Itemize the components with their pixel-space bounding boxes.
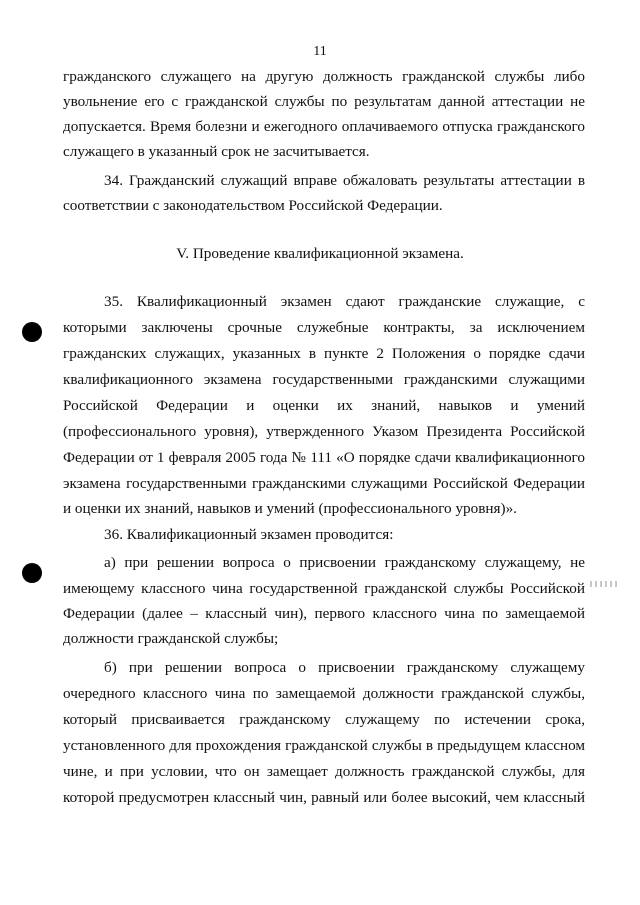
paragraph-34-line: 34. Гражданский служащий вправе обжаловать результаты аттестации в (104, 172, 585, 189)
text-line: который присваивается гражданскому служащему по истечении срока, (63, 711, 585, 728)
text-line: чине, и при условии, что он замещает должность гражданской службы, для (63, 763, 585, 780)
text-line: служащего в указанный срок не засчитывается. (63, 143, 370, 160)
text-line: гражданских служащих, указанных в пункте 2 Положения о порядке сдачи (63, 345, 585, 362)
scan-artifact (590, 581, 618, 587)
paragraph-35-line: 35. Квалификационный экзамен сдают гражданские служащие, с (104, 293, 585, 310)
text-line: имеющему классного чина государственной гражданской службы Российской (63, 580, 585, 597)
text-line: соответствии с законодательством Российской Федерации. (63, 197, 443, 214)
item-a-line: а) при решении вопроса о присвоении гражданскому служащему, не (104, 554, 585, 571)
paragraph-36-line: 36. Квалификационный экзамен проводится: (104, 526, 394, 543)
text-line: увольнение его с гражданской службы по результатам данной аттестации не (63, 93, 585, 110)
text-line: (профессионального уровня), утвержденного Указом Президента Российской (63, 423, 585, 440)
text-line: Федерации (далее – классный чин), первого классного чина по замещаемой (63, 605, 585, 622)
text-line: которой предусмотрен классный чин, равный или более высокий, чем классный (63, 789, 585, 806)
section-heading: V. Проведение квалификационной экзамена. (176, 245, 464, 262)
text-line: квалификационного экзамена государственными гражданскими служащими (63, 371, 585, 388)
text-line: которыми заключены срочные служебные контракты, за исключением (63, 319, 585, 336)
text-line: и оценки их знаний, навыков и умений (профессионального уровня)». (63, 500, 517, 517)
item-b-line: б) при решении вопроса о присвоении гражданскому служащему (104, 659, 585, 676)
text-line: Российской Федерации и оценки их знаний, навыков и умений (63, 397, 585, 414)
text-line: гражданского служащего на другую должность гражданской службы либо (63, 68, 585, 85)
text-line: установленного для прохождения гражданской службы в предыдущем классном (63, 737, 585, 754)
page-number: 11 (313, 44, 327, 59)
text-line: Федерации от 1 февраля 2005 года № 111 «О порядке сдачи квалификационного (63, 449, 585, 466)
text-line: очередного классного чина по замещаемой должности гражданской службы, (63, 685, 585, 702)
binder-hole-top (22, 322, 42, 342)
text-line: должности гражданской службы; (63, 630, 279, 647)
text-line: экзамена государственными гражданскими служащими Российской Федерации (63, 475, 585, 492)
binder-hole-bottom (22, 563, 42, 583)
text-line: допускается. Время болезни и ежегодного оплачиваемого отпуска гражданского (63, 118, 585, 135)
